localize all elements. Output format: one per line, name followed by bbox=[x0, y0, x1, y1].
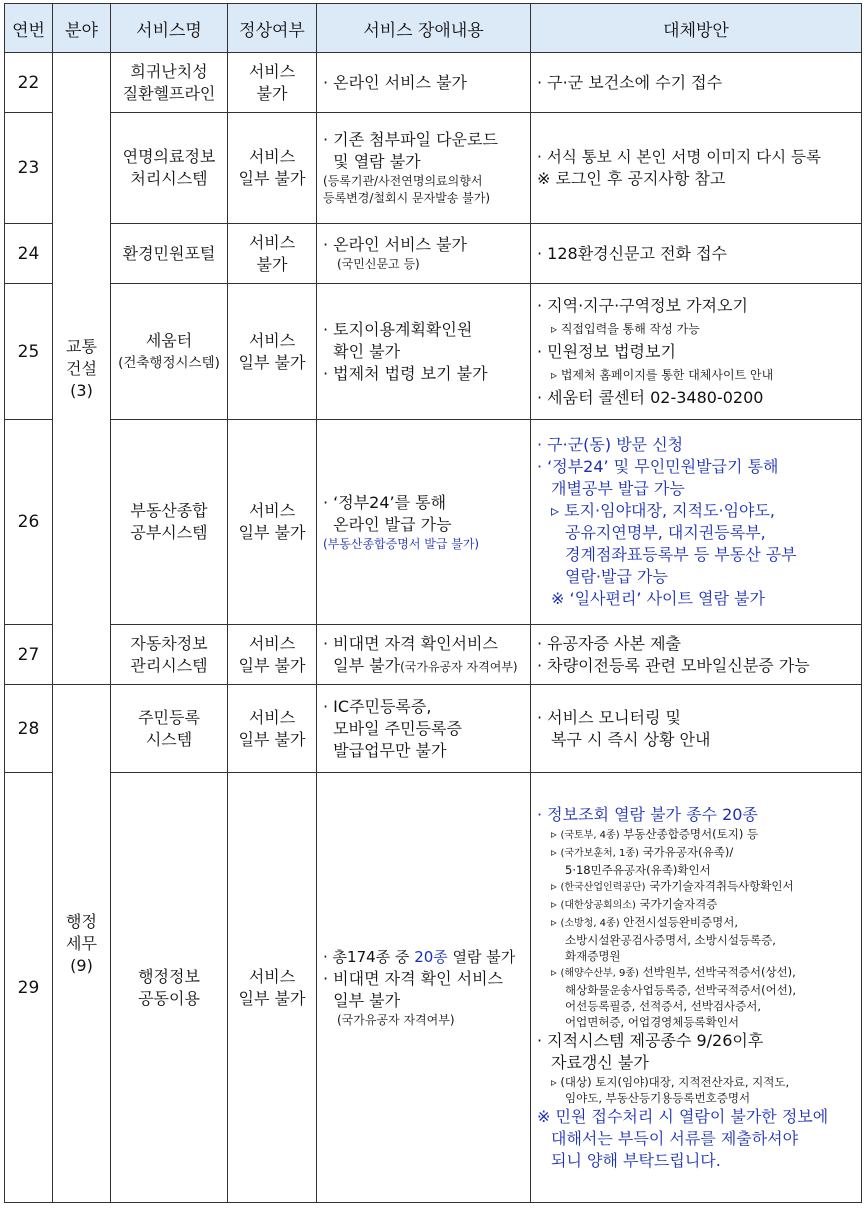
status: 서비스 일부 불가 bbox=[228, 113, 317, 224]
alternative: · 정보조회 열람 불가 종수 20종 ▹ (국토부, 4종) 부동산종합증명서(토지) 등 ▹ (국가보훈처, 1종) 국가유공자(유족)/ 5·18민주유공자(유족)확인서 ▹ (한국산업인력공단) 국가기술자격취득사항확인서 ▹ (대한상공회의소) 국가기술자격증 ▹ (소방청, 4종) 안전시설등완비증명서, 소방시설완공검사증명서, 소방시설등록증, 화재증명원 ▹ (해양수산부, 9종) 선박원부, 선박국적증서(상선), 해상화물운송사업등록증, 선박국적증서(어선), 어선등록필증, 선적증서, 선박검사증서, 어업면허증, 어업경영체등록확인서 · 지적시스템 제공종수 9/26이후 자료갱신 불가 ▹ (대상) 토지(임야)대장, 지적전산자료, 지적도, 임야도, 부동산등기용등록번호증명서 ※ 민원 접수처리 시 열람이 불가한 정보에 대해서는 부득이 서류를 제출하셔야 되니 양해 부탁드립니다. bbox=[531, 773, 862, 1203]
service-outage-table bbox=[4, 3, 862, 1203]
issue: · IC주민등록증, 모바일 주민등록증 발급업무만 불가 bbox=[317, 685, 531, 773]
header-category: 분야 bbox=[53, 4, 111, 53]
issue: · 온라인 서비스 불가 (국민신문고 등) bbox=[317, 224, 531, 284]
alternative: · 서비스 모니터링 및 복구 시 즉시 상황 안내 bbox=[531, 685, 862, 773]
table-row bbox=[5, 53, 862, 113]
table-row bbox=[5, 625, 862, 685]
row-number: 25 bbox=[5, 284, 53, 420]
issue: · ‘정부24’를 통해 온라인 발급 가능 (부동산종합증명서 발급 불가) bbox=[317, 420, 531, 625]
status: 서비스 일부 불가 bbox=[228, 685, 317, 773]
row-number: 27 bbox=[5, 625, 53, 685]
status: 서비스 일부 불가 bbox=[228, 284, 317, 420]
alternative: · 구·군 보건소에 수기 접수 bbox=[531, 53, 862, 113]
alternative: · 지역·지구·구역정보 가져오기 ▹ 직접입력을 통해 작성 가능 · 민원정보 법령보기 ▹ 법제처 홈페이지를 통한 대체사이트 안내 · 세움터 콜센터 02-3480-0200 bbox=[531, 284, 862, 420]
table-row bbox=[5, 113, 862, 224]
header-number: 연번 bbox=[5, 4, 53, 53]
status: 서비스 일부 불가 bbox=[228, 625, 317, 685]
alternative: · 서식 통보 시 본인 서명 이미지 다시 등록 ※ 로그인 후 공지사항 참고 bbox=[531, 113, 862, 224]
category-transport: 교통 건설 (3) bbox=[53, 53, 111, 685]
row-number: 24 bbox=[5, 224, 53, 284]
category-admin: 행정 세무 (9) bbox=[53, 685, 111, 1203]
issue: · 총174종 중 20종 열람 불가 · 비대면 자격 확인 서비스 일부 불가 (국가유공자 자격여부) bbox=[317, 773, 531, 1203]
status: 서비스 일부 불가 bbox=[228, 420, 317, 625]
table-header-row bbox=[5, 4, 862, 53]
header-issue: 서비스 장애내용 bbox=[317, 4, 531, 53]
table-row bbox=[5, 420, 862, 625]
issue: · 기존 첨부파일 다운로드 및 열람 불가 (등록기관/사전연명의료의향서 등록변경/철회시 문자발송 불가) bbox=[317, 113, 531, 224]
alternative: · 128환경신문고 전화 접수 bbox=[531, 224, 862, 284]
issue: · 온라인 서비스 불가 bbox=[317, 53, 531, 113]
issue: · 비대면 자격 확인서비스 일부 불가(국가유공자 자격여부) bbox=[317, 625, 531, 685]
issue: · 토지이용계획확인원 확인 불가 · 법제처 법령 보기 불가 bbox=[317, 284, 531, 420]
header-service-name: 서비스명 bbox=[111, 4, 228, 53]
service-name: 자동차정보 관리시스템 bbox=[111, 625, 228, 685]
header-status: 정상여부 bbox=[228, 4, 317, 53]
alternative: · 구·군(동) 방문 신청 · ‘정부24’ 및 무인민원발급기 통해 개별공부 발급 가능 ▹ 토지·임야대장, 지적도·임야도, 공유지연명부, 대지권등록부, 경계점좌표등록부 등 부동산 공부 열람·발급 가능 ※ ‘일사편리’ 사이트 열람 불가 bbox=[531, 420, 862, 625]
header-alternative: 대체방안 bbox=[531, 4, 862, 53]
status: 서비스 불가 bbox=[228, 224, 317, 284]
row-number: 29 bbox=[5, 773, 53, 1203]
status: 서비스 불가 bbox=[228, 53, 317, 113]
row-number: 26 bbox=[5, 420, 53, 625]
row-number: 28 bbox=[5, 685, 53, 773]
table-row bbox=[5, 224, 862, 284]
service-name: 세움터 (건축행정시스템) bbox=[111, 284, 228, 420]
row-number: 23 bbox=[5, 113, 53, 224]
service-name: 희귀난치성 질환헬프라인 bbox=[111, 53, 228, 113]
service-name: 행정정보 공동이용 bbox=[111, 773, 228, 1203]
service-name: 주민등록 시스템 bbox=[111, 685, 228, 773]
service-name: 연명의료정보 처리시스템 bbox=[111, 113, 228, 224]
table-row bbox=[5, 685, 862, 773]
service-name: 부동산종합 공부시스템 bbox=[111, 420, 228, 625]
status: 서비스 일부 불가 bbox=[228, 773, 317, 1203]
row-number: 22 bbox=[5, 53, 53, 113]
table-row bbox=[5, 773, 862, 1203]
service-name: 환경민원포털 bbox=[111, 224, 228, 284]
table-row bbox=[5, 284, 862, 420]
alternative: · 유공자증 사본 제출 · 차량이전등록 관련 모바일신분증 가능 bbox=[531, 625, 862, 685]
